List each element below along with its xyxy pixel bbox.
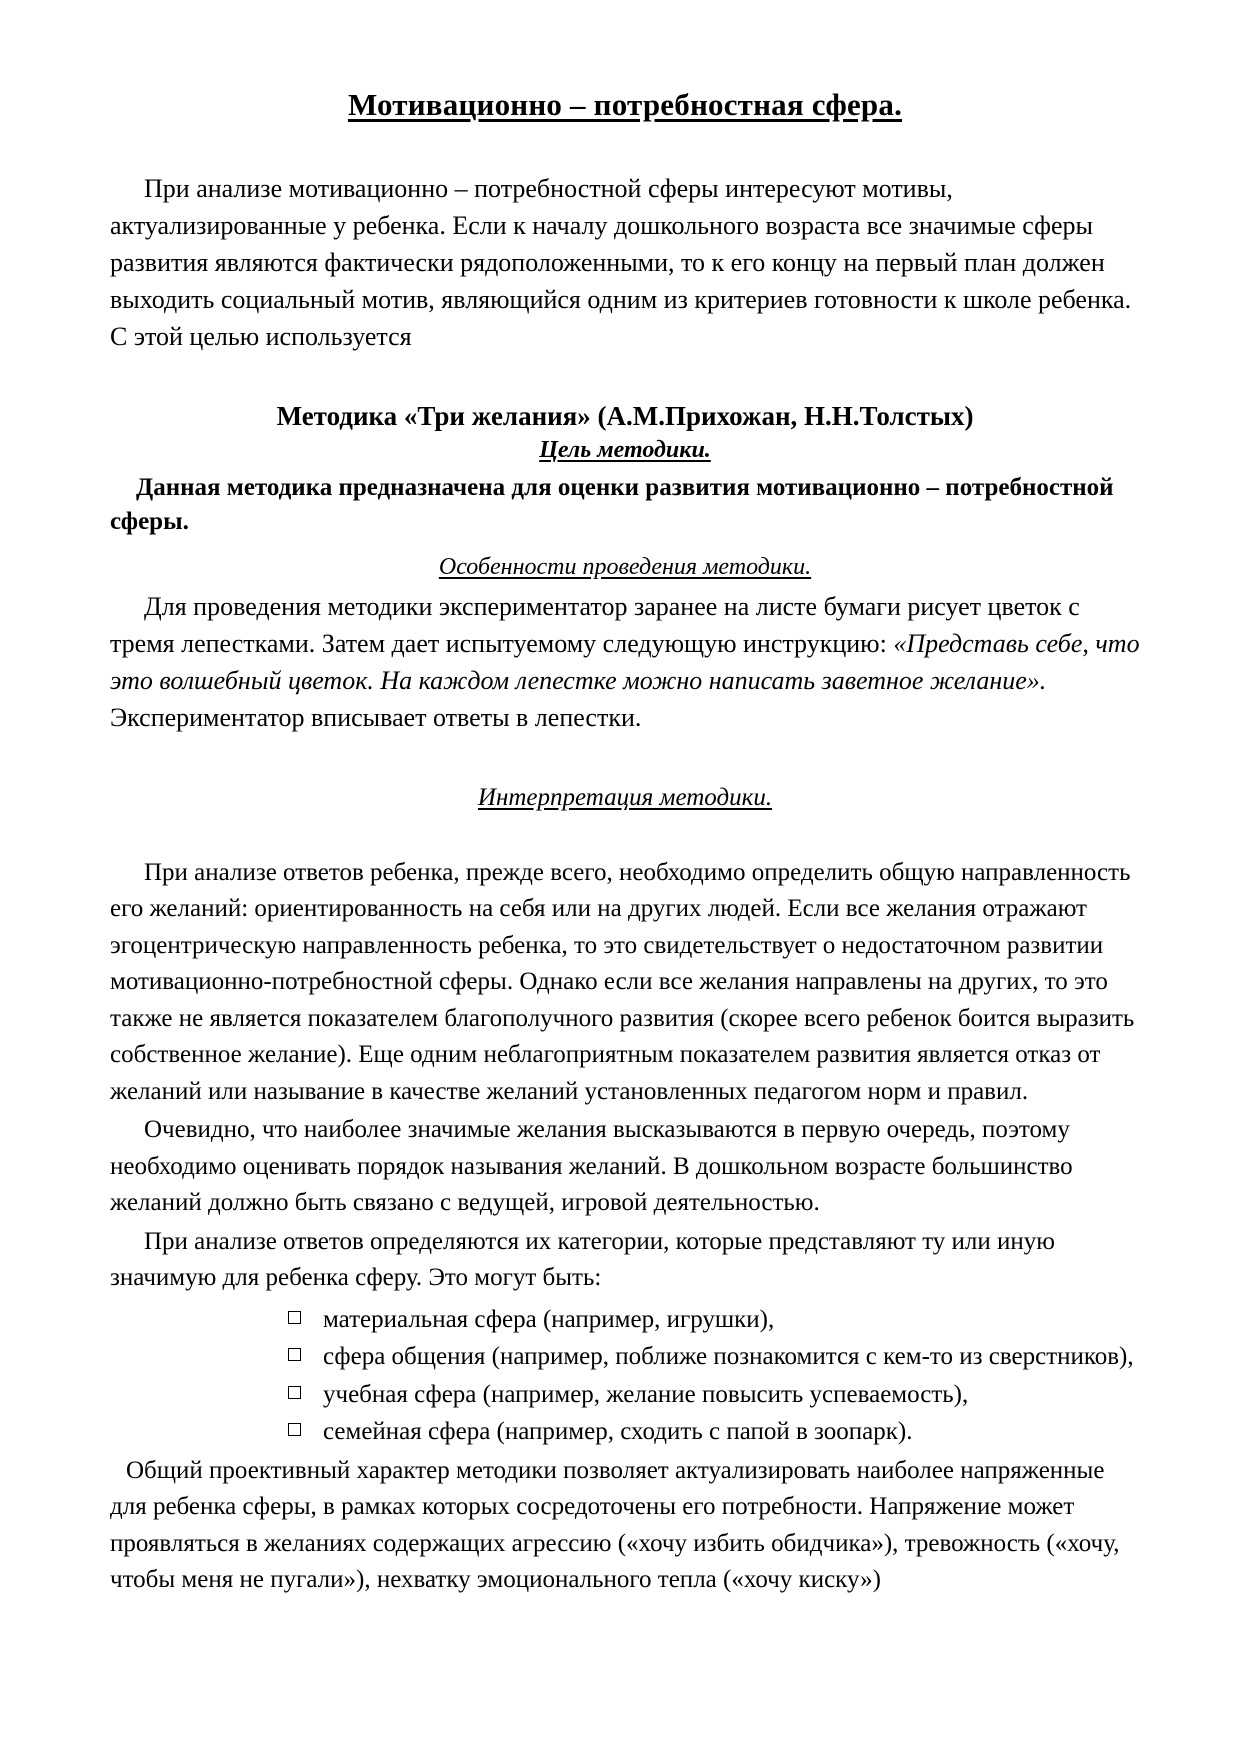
purpose-heading: Цель методики.	[539, 437, 711, 464]
square-bullet-icon	[288, 1348, 301, 1361]
procedure-text-lead: Для проведения методики экспериментатор заранее на листе бумаги рисует цветок с тремя лепестками. Затем дает испытуемому следующую инструкцию:	[110, 591, 1080, 658]
category-list	[110, 1301, 1140, 1451]
purpose-text: Данная методика предназначена для оценки развития мотивационно – потребностной сферы.	[110, 473, 1114, 536]
page-title: Мотивационно – потребностная сфера.	[347, 87, 903, 122]
square-bullet-icon	[288, 1386, 301, 1399]
square-bullet-icon	[288, 1311, 301, 1324]
list-item-label: семейная сфера (например, сходить с папой в зоопарк).	[323, 1418, 913, 1446]
procedure-paragraph	[110, 589, 1140, 737]
procedure-heading: Особенности проведения методики.	[438, 553, 812, 580]
interpretation-heading: Интерпретация методики.	[477, 784, 773, 812]
interpretation-paragraph-1: При анализе ответов ребенка, прежде всего, необходимо определить общую направленность его желаний: ориентированность на себя или на других людей. Если все желания отражают эгоцентрическую направленность ребенка, то это свидетельствует о недостаточном развитии мотивационно-потребностной сферы. Однако если все желания направлены на других, то это также не является показателем благополучного развития (скорее всего ребенок боится выразить собственное желание). Еще одним неблагоприятным показателем развития является отказ от желаний или называние в качестве желаний установленных педагогом норм и правил.	[110, 858, 1135, 1105]
list-item-label: сфера общения (например, поближе познакомится с кем-то из сверстников),	[323, 1343, 1134, 1371]
intro-paragraph: При анализе мотивационно – потребностной сферы интересуют мотивы, актуализированные у ребенка. Если к началу дошкольного возраста все значимые сферы развития являются фактически рядоположенными, то к его концу на первый план должен выходить социальный мотив, являющийся одним из критериев готовности к школе ребенка. С этой целью используется	[110, 174, 1132, 351]
closing-paragraph: Общий проективный характер методики позволяет актуализировать наиболее напряженные для ребенка сферы, в рамках которых сосредоточены его потребности. Напряжение может проявляться в желаниях содержащих агрессию («хочу избить обидчика»), тревожность («хочу, чтобы меня не пугали»), нехватку эмоционального тепла («хочу киску»)	[110, 1456, 1120, 1594]
procedure-instruction-quote: «Представь себе, что это волшебный цветок. На каждом лепестке можно написать заветное желание».	[110, 628, 1140, 695]
list-item	[288, 1413, 1140, 1451]
list-item	[288, 1301, 1140, 1339]
list-item	[288, 1338, 1140, 1376]
list-item	[288, 1376, 1140, 1414]
list-item-label: материальная сфера (например, игрушки),	[323, 1305, 775, 1333]
square-bullet-icon	[288, 1423, 301, 1436]
list-item-label: учебная сфера (например, желание повысить успеваемость),	[323, 1380, 969, 1408]
procedure-text-tail: Экспериментатор вписывает ответы в лепестки.	[110, 702, 642, 732]
method-heading: Методика «Три желания» (А.М.Прихожан, Н.Н.Толстых)	[276, 400, 974, 431]
interpretation-paragraph-2: Очевидно, что наиболее значимые желания высказываются в первую очередь, поэтому необходимо оценивать порядок называния желаний. В дошкольном возрасте большинство желаний должно быть связано с ведущей, игровой деятельностью.	[110, 1116, 1073, 1217]
interpretation-paragraph-3: При анализе ответов определяются их категории, которые представляют ту или иную значимую для ребенка сферу. Это могут быть:	[110, 1227, 1055, 1292]
